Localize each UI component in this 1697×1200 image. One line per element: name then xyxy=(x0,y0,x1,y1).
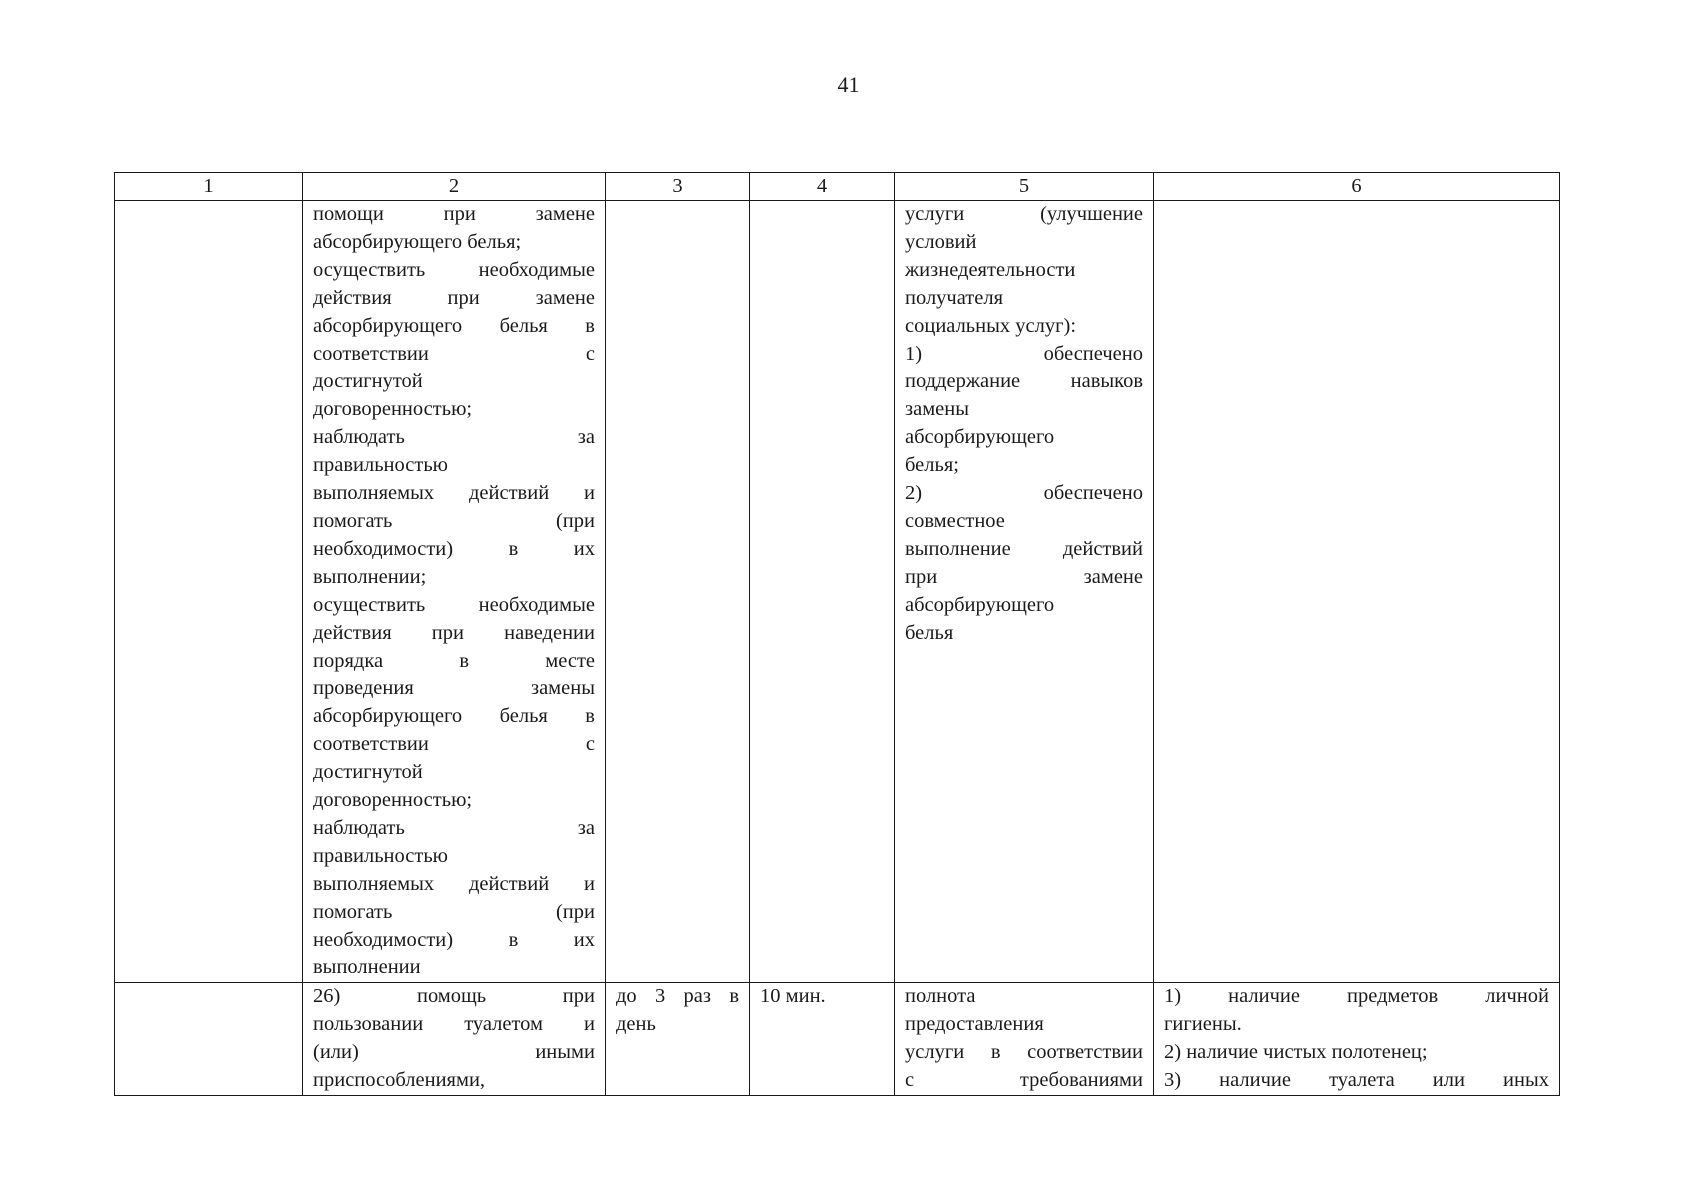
cell-text-line: замены xyxy=(905,398,970,421)
cell-text-line: выполняемых действий и xyxy=(313,482,595,505)
cell-text-line: действия при наведении xyxy=(313,621,595,644)
cell-text-line: абсорбирующего xyxy=(905,593,1055,616)
cell-text-line: белья; xyxy=(905,454,959,477)
cell-text-line: выполняемых действий и xyxy=(313,872,595,895)
column-header-3: 3 xyxy=(606,173,750,201)
cell-text-line: выполнение действий xyxy=(905,537,1143,560)
cell-text-line: 3) наличие туалета или иных xyxy=(1164,1069,1549,1092)
cell-text-line: наблюдать за xyxy=(313,816,595,839)
cell-text-line: необходимости) в их xyxy=(313,537,595,560)
cell-text-line: абсорбирующего белья в xyxy=(313,705,595,728)
cell-text-line: услуги (улучшение xyxy=(905,203,1143,225)
table-cell xyxy=(606,201,750,983)
cell-text-line: жизнедеятельности xyxy=(905,258,1076,281)
table-cell xyxy=(1154,201,1560,983)
table-row xyxy=(115,201,1560,983)
cell-text-line: 2) наличие чистых полотенец; xyxy=(1164,1041,1428,1064)
cell-text-line: абсорбирующего белья в xyxy=(313,314,595,337)
cell-text-line: гигиены. xyxy=(1164,1013,1242,1036)
cell-text-line: помогать (при xyxy=(313,509,595,532)
cell-text-line: предоставления xyxy=(905,1013,1044,1036)
cell-text-line: 2) обеспечено xyxy=(905,482,1143,505)
column-header-4: 4 xyxy=(750,173,895,201)
cell-text-line: необходимости) в их xyxy=(313,928,595,951)
cell-text-line: достигнутой xyxy=(313,370,423,393)
cell-text-line: 10 мин. xyxy=(760,985,826,1008)
cell-text-line: (или) иными xyxy=(313,1041,595,1064)
table-cell xyxy=(303,201,606,983)
cell-text-line: абсорбирующего белья; xyxy=(313,230,522,253)
cell-text-line: выполнении; xyxy=(313,565,427,588)
cell-text-line: договоренностью; xyxy=(313,789,473,812)
cell-text-line: соответствии с xyxy=(313,733,595,756)
column-header-2: 2 xyxy=(303,173,606,201)
cell-text-line: абсорбирующего xyxy=(905,426,1055,449)
cell-text-line: порядка в месте xyxy=(313,649,595,672)
cell-text-line: проведения замены xyxy=(313,677,595,700)
column-header-6: 6 xyxy=(1154,173,1560,201)
cell-text-line: при замене xyxy=(905,565,1143,588)
cell-text-line: помогать (при xyxy=(313,900,595,923)
cell-text-line: правильностью xyxy=(313,454,449,477)
table-cell xyxy=(750,201,895,983)
table-cell xyxy=(895,983,1154,1096)
cell-text-line: осуществить необходимые xyxy=(313,258,595,281)
cell-text-line: получателя xyxy=(905,286,1004,309)
cell-text-line: услуги в соответствии xyxy=(905,1041,1143,1064)
cell-text-line: правильностью xyxy=(313,844,449,867)
column-header-5: 5 xyxy=(895,173,1154,201)
cell-text-line: полнота xyxy=(905,985,976,1008)
cell-text-line: 1) обеспечено xyxy=(905,342,1143,365)
cell-text-line: осуществить необходимые xyxy=(313,593,595,616)
column-header-1: 1 xyxy=(115,173,303,201)
cell-text-line: наблюдать за xyxy=(313,426,595,449)
cell-text-line: социальных услуг): xyxy=(905,314,1077,337)
cell-text-line: приспособлениями, xyxy=(313,1069,486,1092)
table-cell xyxy=(115,983,303,1096)
cell-text-line: условий xyxy=(905,230,977,253)
table-cell xyxy=(750,983,895,1096)
cell-text-line: достигнутой xyxy=(313,761,423,784)
header-row xyxy=(115,173,1560,201)
cell-text-line: действия при замене xyxy=(313,286,595,309)
table-row xyxy=(115,983,1560,1096)
cell-text-line: договоренностью; xyxy=(313,398,473,421)
cell-text-line: белья xyxy=(905,621,954,644)
table-cell xyxy=(1154,983,1560,1096)
cell-text-line: день xyxy=(616,1013,656,1036)
table-cell xyxy=(606,983,750,1096)
table-cell xyxy=(895,201,1154,983)
cell-text-line: 26) помощь при xyxy=(313,985,595,1008)
cell-text-line: соответствии с xyxy=(313,342,595,365)
cell-text-line: с требованиями xyxy=(905,1069,1143,1092)
table-cell xyxy=(115,201,303,983)
cell-text-line: помощи при замене xyxy=(313,203,595,225)
cell-text-line: пользовании туалетом и xyxy=(313,1013,595,1036)
cell-text-line: 1) наличие предметов личной xyxy=(1164,985,1549,1008)
services-table xyxy=(114,172,1560,1096)
cell-text-line: выполнении xyxy=(313,956,421,979)
cell-text-line: совместное xyxy=(905,509,1005,532)
cell-text-line: поддержание навыков xyxy=(905,370,1143,393)
page-number: 41 xyxy=(837,72,860,97)
table-cell xyxy=(303,983,606,1096)
cell-text-line: до 3 раз в xyxy=(616,985,739,1008)
